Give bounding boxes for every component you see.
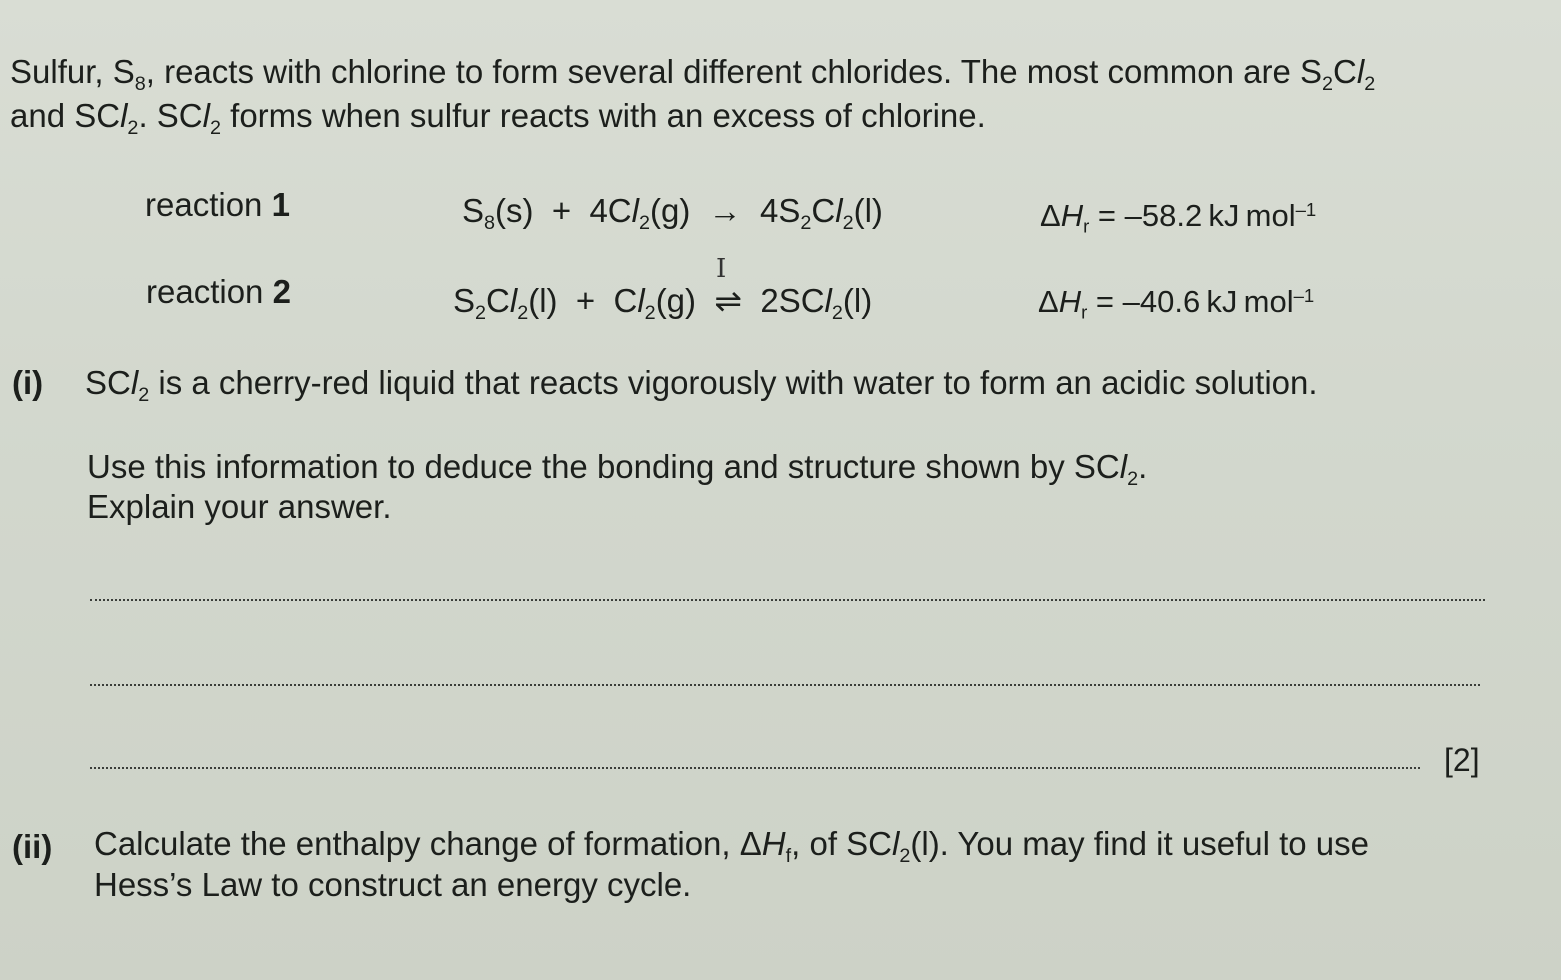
subscript: 2 [800,211,812,234]
intro-text: and SC [10,97,121,134]
chlorine-l: l [509,282,518,319]
enthalpy-value: = –40.6 kJ mol [1087,284,1294,319]
superscript: –1 [1295,198,1317,220]
reaction-2-label [146,273,291,311]
chlorine-l: l [1356,53,1365,90]
eq-part: (l) [842,282,873,319]
subscript: 2 [475,301,487,324]
enthalpy-symbol: H [1060,198,1084,233]
answer-line[interactable] [90,599,1485,601]
reaction-1-enthalpy [1040,198,1317,237]
eq-part: S [453,282,476,319]
part-i-line-3: Explain your answer. [87,488,392,525]
subscript: 2 [209,116,221,139]
question-text: is a cherry-red liquid that reacts vigorously with water to form an acidic solution. [149,364,1318,401]
eq-part: C [811,192,836,229]
part-ii-line-2: Hess’s Law to construct an energy cycle. [94,866,692,903]
intro-text: , reacts with chlorine to form several different chlorides. The most common are S [145,53,1323,90]
delta-symbol: Δ [1038,284,1059,319]
subscript: 2 [517,301,529,324]
reaction-2-equation [453,281,873,324]
eq-part: (g) → 4S [650,192,801,229]
subscript: 2 [1364,72,1376,95]
intro-text: . SC [138,97,203,134]
question-text: . [1138,448,1148,485]
reaction-label-text: reaction [146,273,273,310]
eq-part: (l) [853,192,883,229]
chlorine-l: l [202,97,210,134]
subscript: 2 [831,301,843,324]
text-cursor-icon: I [716,254,727,284]
part-ii-number: (ii) [12,828,53,865]
eq-part: S [462,192,485,229]
question-text: , of SC [791,825,893,862]
subscript: 2 [1127,467,1139,490]
subscript: 2 [127,116,139,139]
subscript: 2 [899,844,911,867]
subscript: 2 [644,301,656,324]
subscript: r [1081,301,1088,323]
chlorine-l: l [631,192,639,229]
intro-text: Sulfur, S [10,53,135,90]
chlorine-l: l [1119,448,1128,485]
subscript: r [1083,215,1090,237]
chlorine-l: l [637,282,645,319]
part-i-line-2 [87,448,1148,490]
chlorine-l: l [835,192,843,229]
chlorine-l: l [120,97,128,134]
enthalpy-symbol: H [761,825,786,862]
question-text: Calculate the enthalpy change of formation, Δ [94,825,762,862]
subscript: f [785,844,792,867]
question-text: SC [85,364,131,401]
question-text: (l). You may find it useful to use [910,825,1369,862]
reaction-label-number: 2 [272,273,291,310]
eq-part: C [486,282,510,319]
reaction-2-enthalpy [1038,284,1315,323]
eq-part: (l) + C [528,282,638,319]
enthalpy-symbol: H [1058,284,1082,319]
part-i-line-1 [85,364,1318,406]
answer-line[interactable] [90,684,1480,686]
eq-part: (s) + 4C [495,192,632,229]
part-i-number: (i) [12,364,44,401]
reaction-1-equation [462,192,883,234]
superscript: –1 [1293,284,1315,306]
intro-text: forms when sulfur reacts with an excess of chlorine. [220,97,986,134]
intro-text: C [1333,53,1357,90]
reaction-label-number: 1 [271,186,290,223]
answer-line[interactable] [90,767,1420,769]
chlorine-l: l [892,825,900,862]
chlorine-l: l [130,364,139,401]
intro-line-1 [10,52,1376,95]
question-text: Use this information to deduce the bonding and structure shown by SC [87,448,1120,485]
chlorine-l: l [824,282,832,319]
eq-part: (g) ⇌ 2SC [655,282,825,319]
reaction-label-text: reaction [145,186,272,223]
subscript: 8 [134,72,146,95]
subscript: 2 [638,211,650,234]
subscript: 2 [842,211,854,234]
intro-line-2 [10,96,986,139]
subscript: 8 [484,211,496,234]
subscript: 2 [138,383,150,406]
part-ii-line-1 [94,825,1369,867]
enthalpy-value: = –58.2 kJ mol [1089,198,1296,233]
reaction-1-label [145,186,290,224]
subscript: 2 [1322,72,1334,95]
delta-symbol: Δ [1040,198,1061,233]
marks-label: [2] [1444,742,1480,778]
